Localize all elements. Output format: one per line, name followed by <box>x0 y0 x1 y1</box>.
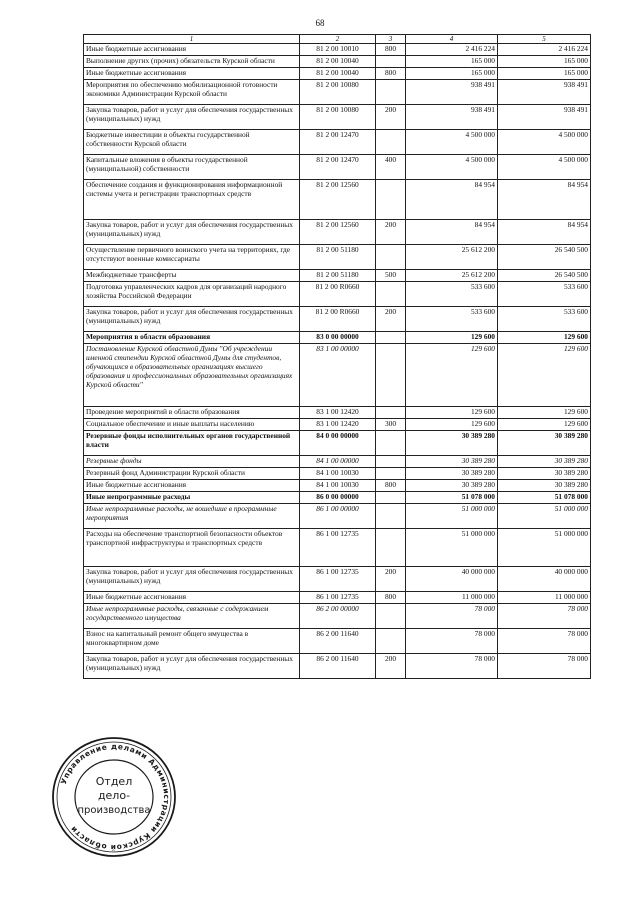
row-code-cell: 86 1 00 12735 <box>300 529 376 567</box>
row-code-cell: 86 1 00 00000 <box>300 504 376 529</box>
row-value-2022-cell: 129 600 <box>498 419 591 431</box>
row-type-cell: 400 <box>376 155 406 180</box>
table-row <box>84 504 591 529</box>
header-cell: 2 <box>300 35 376 44</box>
table-row <box>84 567 591 592</box>
row-value-2021-cell: 129 600 <box>406 419 498 431</box>
row-code-cell: 86 0 00 00000 <box>300 492 376 504</box>
row-value-2021-cell: 25 612 200 <box>406 270 498 282</box>
row-code-cell: 86 2 00 11640 <box>300 629 376 654</box>
row-type-cell: 800 <box>376 68 406 80</box>
row-value-2021-cell: 938 491 <box>406 80 498 105</box>
row-type-cell <box>376 56 406 68</box>
row-value-2022-cell: 938 491 <box>498 80 591 105</box>
row-value-2021-cell: 25 612 200 <box>406 245 498 270</box>
row-value-2022-cell: 11 000 000 <box>498 592 591 604</box>
table-row <box>84 307 591 332</box>
row-type-cell <box>376 492 406 504</box>
table-row <box>84 456 591 468</box>
row-code-cell: 86 2 00 00000 <box>300 604 376 629</box>
table-row <box>84 468 591 480</box>
table-row <box>84 270 591 282</box>
row-value-2022-cell: 165 000 <box>498 56 591 68</box>
row-value-2022-cell: 51 000 000 <box>498 529 591 567</box>
table-row <box>84 220 591 245</box>
row-name-cell: Взнос на капитальный ремонт общего имущества в многоквартирном доме <box>84 629 300 654</box>
row-value-2022-cell: 51 078 000 <box>498 492 591 504</box>
header-cell: 5 <box>498 35 591 44</box>
row-value-2021-cell: 165 000 <box>406 56 498 68</box>
row-code-cell: 81 2 00 12470 <box>300 130 376 155</box>
row-code-cell: 81 2 00 10010 <box>300 44 376 56</box>
row-value-2021-cell: 78 000 <box>406 654 498 679</box>
row-code-cell: 81 2 00 10080 <box>300 105 376 130</box>
row-value-2021-cell: 40 000 000 <box>406 567 498 592</box>
row-value-2022-cell: 84 954 <box>498 220 591 245</box>
row-name-cell: Обеспечение создания и функционирования информационной системы учета и регистрации транспортных средств <box>84 180 300 220</box>
row-name-cell: Социальное обеспечение и иные выплаты населению <box>84 419 300 431</box>
table-row <box>84 654 591 679</box>
row-type-cell: 200 <box>376 220 406 245</box>
row-name-cell: Постановление Курской областной Думы "Об учреждении именной стипендии Курской областной Думы для студентов, обучающихся в образовательных организациях высшего образования и профессиональных образовательных организациях Курской области" <box>84 344 300 407</box>
stamp-center-text: производства <box>77 805 151 816</box>
table-row <box>84 592 591 604</box>
row-value-2022-cell: 84 954 <box>498 180 591 220</box>
row-type-cell: 200 <box>376 105 406 130</box>
table-row <box>84 480 591 492</box>
row-code-cell: 84 1 00 00000 <box>300 456 376 468</box>
row-code-cell: 83 1 00 00000 <box>300 344 376 407</box>
table-row <box>84 604 591 629</box>
row-type-cell <box>376 80 406 105</box>
row-name-cell: Резервные фонды <box>84 456 300 468</box>
table-row <box>84 68 591 80</box>
table-header-row <box>84 35 591 44</box>
header-cell: 3 <box>376 35 406 44</box>
row-name-cell: Закупка товаров, работ и услуг для обеспечения государственных (муниципальных) нужд <box>84 567 300 592</box>
row-code-cell: 86 1 00 12735 <box>300 567 376 592</box>
table-row <box>84 130 591 155</box>
row-value-2021-cell: 30 389 280 <box>406 468 498 480</box>
stamp-center-text: дело- <box>97 789 131 802</box>
row-type-cell: 200 <box>376 567 406 592</box>
row-value-2022-cell: 26 540 500 <box>498 270 591 282</box>
header-cell: 4 <box>406 35 498 44</box>
row-code-cell: 83 1 00 12420 <box>300 407 376 419</box>
row-value-2021-cell: 11 000 000 <box>406 592 498 604</box>
table-row <box>84 529 591 567</box>
row-type-cell <box>376 468 406 480</box>
row-name-cell: Иные непрограммные расходы, не вошедшие в программные мероприятия <box>84 504 300 529</box>
row-code-cell: 81 2 00 12470 <box>300 155 376 180</box>
table-row <box>84 80 591 105</box>
row-value-2021-cell: 30 389 280 <box>406 480 498 492</box>
row-name-cell: Резервный фонд Администрации Курской области <box>84 468 300 480</box>
row-value-2021-cell: 51 000 000 <box>406 529 498 567</box>
department-stamp <box>50 735 178 859</box>
row-value-2021-cell: 51 000 000 <box>406 504 498 529</box>
row-name-cell: Капитальные вложения в объекты государственной (муниципальной) собственности <box>84 155 300 180</box>
row-code-cell: 81 2 00 R0660 <box>300 282 376 307</box>
row-type-cell <box>376 504 406 529</box>
row-value-2022-cell: 78 000 <box>498 654 591 679</box>
row-type-cell: 200 <box>376 307 406 332</box>
row-code-cell: 83 0 00 00000 <box>300 332 376 344</box>
row-value-2021-cell: 129 600 <box>406 344 498 407</box>
row-type-cell <box>376 407 406 419</box>
row-code-cell: 81 2 00 10080 <box>300 80 376 105</box>
row-value-2021-cell: 78 000 <box>406 629 498 654</box>
row-name-cell: Расходы на обеспечение транспортной безопасности объектов транспортной инфраструктуры и транспортных средств <box>84 529 300 567</box>
table-row <box>84 431 591 456</box>
row-value-2021-cell: 4 500 000 <box>406 130 498 155</box>
row-code-cell: 84 0 00 00000 <box>300 431 376 456</box>
row-value-2022-cell: 938 491 <box>498 105 591 130</box>
row-name-cell: Мероприятия по обеспечению мобилизационной готовности экономики Администрации Курской области <box>84 80 300 105</box>
row-name-cell: Подготовка управленческих кадров для организаций народного хозяйства Российской Федерации <box>84 282 300 307</box>
header-cell: 1 <box>84 35 300 44</box>
row-type-cell <box>376 344 406 407</box>
row-name-cell: Выполнение других (прочих) обязательств Курской области <box>84 56 300 68</box>
row-code-cell: 84 1 00 10030 <box>300 480 376 492</box>
row-code-cell: 81 2 00 12560 <box>300 180 376 220</box>
row-type-cell: 500 <box>376 270 406 282</box>
table-row <box>84 492 591 504</box>
row-code-cell: 81 2 00 51180 <box>300 245 376 270</box>
table-row <box>84 44 591 56</box>
row-name-cell: Иные бюджетные ассигнования <box>84 480 300 492</box>
row-value-2022-cell: 533 600 <box>498 307 591 332</box>
row-type-cell: 800 <box>376 480 406 492</box>
row-code-cell: 81 2 00 10040 <box>300 68 376 80</box>
row-name-cell: Бюджетные инвестиции в объекты государственной собственности Курской области <box>84 130 300 155</box>
row-value-2022-cell: 4 500 000 <box>498 130 591 155</box>
stamp-center-text: Отдел <box>95 775 133 788</box>
row-value-2022-cell: 129 600 <box>498 344 591 407</box>
row-value-2022-cell: 26 540 500 <box>498 245 591 270</box>
row-name-cell: Проведение мероприятий в области образования <box>84 407 300 419</box>
row-value-2022-cell: 129 600 <box>498 332 591 344</box>
budget-table <box>83 34 591 679</box>
row-value-2021-cell: 938 491 <box>406 105 498 130</box>
row-type-cell <box>376 529 406 567</box>
row-type-cell: 300 <box>376 419 406 431</box>
table-row <box>84 407 591 419</box>
row-type-cell <box>376 456 406 468</box>
row-value-2022-cell: 40 000 000 <box>498 567 591 592</box>
row-value-2021-cell: 84 954 <box>406 220 498 245</box>
row-value-2021-cell: 129 600 <box>406 332 498 344</box>
table-row <box>84 105 591 130</box>
row-value-2021-cell: 30 389 280 <box>406 431 498 456</box>
row-code-cell: 81 2 00 10040 <box>300 56 376 68</box>
row-value-2022-cell: 30 389 280 <box>498 456 591 468</box>
row-name-cell: Иные непрограммные расходы <box>84 492 300 504</box>
row-type-cell <box>376 245 406 270</box>
stamp-ring-text: Управление делами Администрации Курской области <box>58 741 172 853</box>
row-name-cell: Резервные фонды исполнительных органов государственной власти <box>84 431 300 456</box>
table-row <box>84 282 591 307</box>
row-code-cell: 86 1 00 12735 <box>300 592 376 604</box>
row-value-2021-cell: 51 078 000 <box>406 492 498 504</box>
row-value-2021-cell: 78 000 <box>406 604 498 629</box>
table-row <box>84 180 591 220</box>
row-value-2022-cell: 30 389 280 <box>498 431 591 456</box>
row-value-2022-cell: 165 000 <box>498 68 591 80</box>
row-name-cell: Иные бюджетные ассигнования <box>84 44 300 56</box>
row-type-cell <box>376 332 406 344</box>
row-value-2021-cell: 165 000 <box>406 68 498 80</box>
page-number: 68 <box>315 18 325 28</box>
row-value-2021-cell: 129 600 <box>406 407 498 419</box>
row-value-2022-cell: 4 500 000 <box>498 155 591 180</box>
row-type-cell: 800 <box>376 592 406 604</box>
table-row <box>84 629 591 654</box>
table-row <box>84 155 591 180</box>
row-value-2022-cell: 30 389 280 <box>498 468 591 480</box>
row-name-cell: Закупка товаров, работ и услуг для обеспечения государственных (муниципальных) нужд <box>84 105 300 130</box>
row-value-2021-cell: 2 416 224 <box>406 44 498 56</box>
row-value-2021-cell: 4 500 000 <box>406 155 498 180</box>
row-code-cell: 81 2 00 R0660 <box>300 307 376 332</box>
table-row <box>84 56 591 68</box>
row-type-cell <box>376 629 406 654</box>
row-value-2022-cell: 533 600 <box>498 282 591 307</box>
row-code-cell: 86 2 00 11640 <box>300 654 376 679</box>
row-code-cell: 84 1 00 10030 <box>300 468 376 480</box>
row-value-2022-cell: 30 389 280 <box>498 480 591 492</box>
row-type-cell <box>376 604 406 629</box>
row-value-2022-cell: 51 000 000 <box>498 504 591 529</box>
table-row <box>84 344 591 407</box>
row-code-cell: 81 2 00 51180 <box>300 270 376 282</box>
row-value-2022-cell: 129 600 <box>498 407 591 419</box>
row-code-cell: 81 2 00 12560 <box>300 220 376 245</box>
table-row <box>84 245 591 270</box>
row-value-2022-cell: 78 000 <box>498 604 591 629</box>
row-name-cell: Иные бюджетные ассигнования <box>84 68 300 80</box>
row-name-cell: Межбюджетные трансферты <box>84 270 300 282</box>
row-type-cell <box>376 431 406 456</box>
row-type-cell <box>376 282 406 307</box>
row-type-cell: 800 <box>376 44 406 56</box>
row-name-cell: Закупка товаров, работ и услуг для обеспечения государственных (муниципальных) нужд <box>84 220 300 245</box>
row-value-2021-cell: 533 600 <box>406 282 498 307</box>
row-code-cell: 83 1 00 12420 <box>300 419 376 431</box>
table-row <box>84 419 591 431</box>
row-name-cell: Закупка товаров, работ и услуг для обеспечения государственных (муниципальных) нужд <box>84 654 300 679</box>
row-value-2022-cell: 78 000 <box>498 629 591 654</box>
row-type-cell: 200 <box>376 654 406 679</box>
row-name-cell: Мероприятия в области образования <box>84 332 300 344</box>
row-value-2021-cell: 84 954 <box>406 180 498 220</box>
row-value-2021-cell: 30 389 280 <box>406 456 498 468</box>
row-type-cell <box>376 180 406 220</box>
row-name-cell: Иные непрограммные расходы, связанные с содержанием государственного имущества <box>84 604 300 629</box>
row-name-cell: Осуществление первичного воинского учета на территориях, где отсутствуют военные комиссариаты <box>84 245 300 270</box>
row-value-2022-cell: 2 416 224 <box>498 44 591 56</box>
row-name-cell: Закупка товаров, работ и услуг для обеспечения государственных (муниципальных) нужд <box>84 307 300 332</box>
row-value-2021-cell: 533 600 <box>406 307 498 332</box>
row-type-cell <box>376 130 406 155</box>
table-row <box>84 332 591 344</box>
row-name-cell: Иные бюджетные ассигнования <box>84 592 300 604</box>
